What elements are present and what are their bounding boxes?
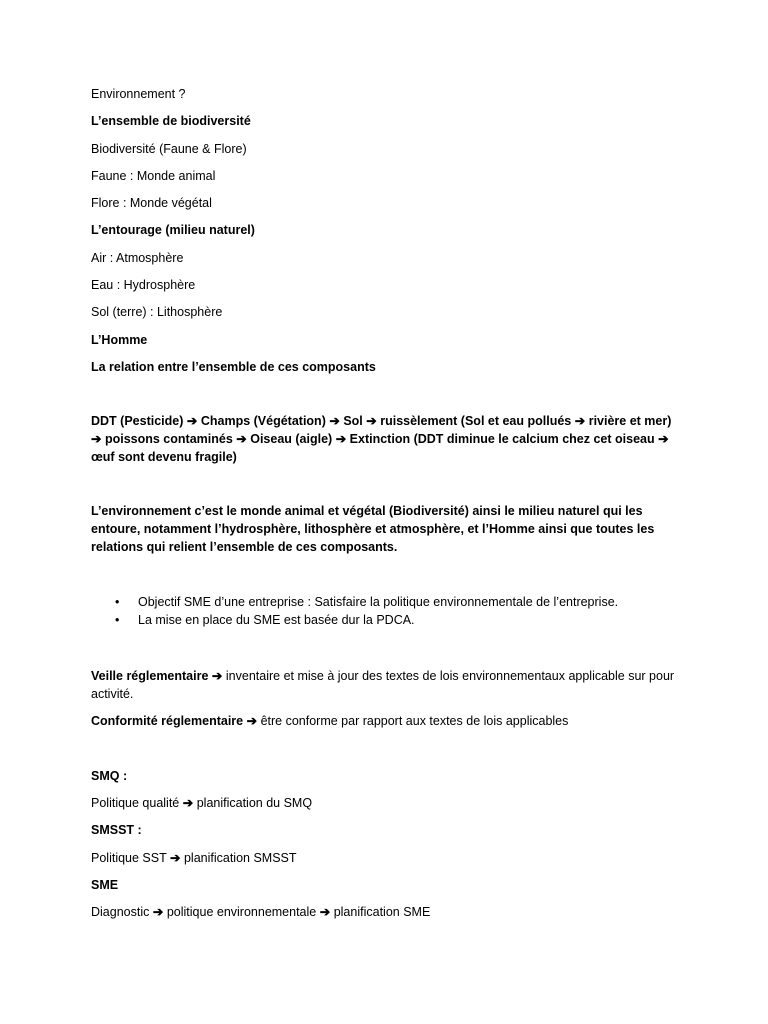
veille-label: Veille réglementaire [91,669,209,683]
line-flore: Flore : Monde végétal [91,196,212,210]
smsst-title: SMSST : [91,823,142,837]
line-air: Air : Atmosphère [91,251,184,265]
conformite-text: être conforme par rapport aux textes de lois applicables [260,714,569,728]
bullet-text-objectif: Objectif SME d’une entreprise : Satisfaire la politique environnementale de l’entreprise. [138,595,619,609]
arrow-icon: ➔ [574,414,586,428]
chain-ruissellement: ruissèlement (Sol et eau pollués [380,414,572,428]
sme-diagnostic: Diagnostic [91,905,150,919]
smsst-planification: planification SMSST [183,851,297,865]
chain-poissons: poissons contaminés [104,432,233,446]
line-faune: Faune : Monde animal [91,169,216,183]
sme-bullet-list [91,593,618,629]
smsst-politique: Politique SST [91,851,167,865]
chain-oiseau: Oiseau (aigle) [250,432,333,446]
arrow-icon: ➔ [211,669,223,683]
smq-title: SMQ : [91,769,128,783]
line-sol: Sol (terre) : Lithosphère [91,305,223,319]
smq-line [91,794,312,812]
sme-line [91,903,430,921]
arrow-icon: ➔ [246,714,258,728]
chain-champs: Champs (Végétation) [200,414,326,428]
line-environnement: Environnement ? [91,87,186,101]
arrow-icon: ➔ [319,905,331,919]
smq-politique: Politique qualité [91,796,180,810]
ddt-chain-paragraph [91,412,681,466]
chain-ddt: DDT (Pesticide) [91,414,184,428]
chain-extinction: Extinction (DDT diminue le calcium chez cet oiseau [349,432,655,446]
sme-planification: planification SME [333,905,431,919]
bullet-icon: • [115,595,120,609]
chain-riviere: rivière et mer) [588,414,672,428]
list-item [91,611,618,629]
chain-sol: Sol [343,414,363,428]
conformite-paragraph [91,712,568,730]
arrow-icon: ➔ [182,796,194,810]
line-homme: L’Homme [91,333,148,347]
conformite-label: Conformité réglementaire [91,714,244,728]
list-item [91,593,618,611]
chain-oeuf: œuf sont devenu fragile) [91,450,237,464]
arrow-icon: ➔ [329,414,340,428]
smsst-line [91,849,297,867]
line-ensemble-biodiversite: L’ensemble de biodiversité [91,114,251,128]
arrow-icon: ➔ [335,432,347,446]
smq-planification: planification du SMQ [196,796,313,810]
line-entourage: L’entourage (milieu naturel) [91,223,255,237]
bullet-text-pdca: La mise en place du SME est basée dur la PDCA. [138,613,415,627]
line-relation: La relation entre l’ensemble de ces composants [91,360,376,374]
arrow-icon: ➔ [236,432,247,446]
arrow-icon: ➔ [152,905,164,919]
arrow-icon: ➔ [366,414,377,428]
arrow-icon: ➔ [658,432,669,446]
arrow-icon: ➔ [186,414,198,428]
line-biodiversite: Biodiversité (Faune & Flore) [91,142,247,156]
veille-text: inventaire et mise à jour des textes de lois environnementaux applicable sur pour activité. [91,669,675,701]
arrow-icon: ➔ [91,432,102,446]
sme-title: SME [91,878,119,892]
bullet-icon: • [115,613,120,627]
veille-paragraph [91,667,681,703]
sme-politique: politique environnementale [166,905,317,919]
definition-paragraph: L’environnement c’est le monde animal et végétal (Biodiversité) ainsi le milieu naturel qui les entoure, notamment l’hydrosphère, lithosphère et atmosphère, et l’Homme ainsi que toutes les relations qui relient l’ensemble de ces composants. [91,504,655,554]
arrow-icon: ➔ [170,851,181,865]
line-eau: Eau : Hydrosphère [91,278,196,292]
